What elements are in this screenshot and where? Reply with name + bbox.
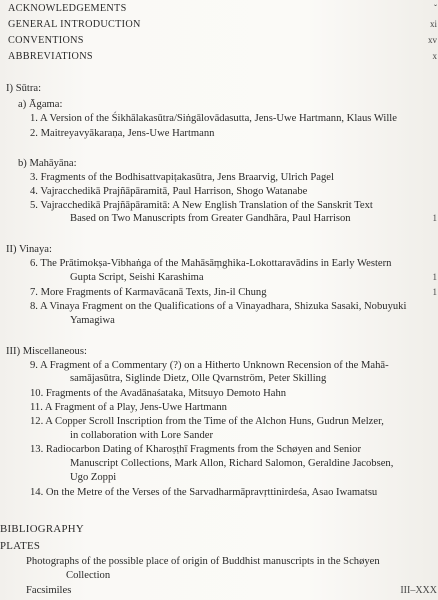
toc-entry-conventions: CONVENTIONS: [8, 35, 84, 46]
toc-entry: 5. Vajracchedikā Prajñāpāramitā: A New English Translation of the Sanskrit Text: [30, 200, 373, 211]
page-number: III–XXX: [400, 585, 437, 596]
page-number: xi: [429, 19, 437, 29]
toc-entry: Photographs of the possible place of origin of Buddhist manuscripts in the Schøyen: [26, 556, 380, 567]
toc-entry-plates: PLATES: [0, 540, 41, 552]
toc-entry: 8. A Vinaya Fragment on the Qualifications of a Vinayadhara, Shizuka Sasaki, Nobuyuki: [30, 301, 407, 312]
page-number: 1: [432, 287, 437, 297]
toc-entry-continuation: Collection: [66, 570, 111, 581]
toc-entry-continuation: Gupta Script, Seishi Karashima: [70, 272, 204, 283]
subsection-heading-mahayana: b) Mahāyāna:: [18, 158, 77, 169]
toc-entry-continuation: Ugo Zoppi: [70, 472, 117, 483]
page-number: ˇ: [434, 3, 437, 13]
toc-entry: 11. A Fragment of a Play, Jens-Uwe Hartmann: [30, 402, 227, 413]
toc-entry: 13. Radiocarbon Dating of Kharoṣṭhī Fragments from the Schøyen and Senior: [30, 444, 361, 455]
toc-entry: 9. A Fragment of a Commentary (?) on a Hitherto Unknown Recension of the Mahā-: [30, 360, 389, 371]
toc-entry-acknowledgements: ACKNOWLEDGEMENTS: [8, 3, 127, 14]
toc-entry: 14. On the Metre of the Verses of the Sarvadharmāpravṛttinirdeśa, Asao Iwamatsu: [30, 487, 378, 498]
toc-entry: 2. Maitreyavyākaraṇa, Jens-Uwe Hartmann: [30, 128, 215, 139]
section-heading-vinaya: II) Vinaya:: [6, 244, 52, 255]
subsection-heading-agama: a) Āgama:: [18, 99, 63, 110]
section-heading-sutra: I) Sūtra:: [6, 83, 42, 94]
toc-entry: 6. The Prātimokṣa-Vibhaṅga of the Mahāsāṃghika-Lokottaravādins in Early Western: [30, 258, 392, 269]
toc-entry: 3. Fragments of the Bodhisattvapiṭakasūtra, Jens Braarvig, Ulrich Pagel: [30, 172, 334, 183]
toc-entry: 1. A Version of the Śikhālakasūtra/Siṅgālovādasutta, Jens-Uwe Hartmann, Klaus Wille: [30, 113, 397, 124]
section-heading-miscellaneous: III) Miscellaneous:: [6, 346, 87, 357]
toc-entry-continuation: Based on Two Manuscripts from Greater Gandhāra, Paul Harrison: [70, 213, 351, 224]
toc-entry-continuation: in collaboration with Lore Sander: [70, 430, 213, 441]
toc-entry-continuation: samājasūtra, Siglinde Dietz, Olle Qvarnström, Peter Skilling: [70, 373, 327, 384]
toc-entry: 10. Fragments of the Avadānaśataka, Mitsuyo Demoto Hahn: [30, 388, 287, 399]
page-number: x: [432, 51, 437, 61]
toc-entry: 12. A Copper Scroll Inscription from the Time of the Alchon Huns, Gudrun Melzer,: [30, 416, 384, 427]
toc-entry-bibliography: BIBLIOGRAPHY: [0, 523, 84, 535]
page-number: 1: [432, 213, 437, 223]
toc-entry: 7. More Fragments of Karmavācanā Texts, Jin-il Chung: [30, 287, 267, 298]
toc-entry-continuation: Manuscript Collections, Mark Allon, Richard Salomon, Geraldine Jacobsen,: [70, 458, 394, 469]
toc-entry: 4. Vajracchedikā Prajñāpāramitā, Paul Harrison, Shogo Watanabe: [30, 186, 308, 197]
page-number: 1: [432, 272, 437, 282]
toc-entry-abbreviations: ABBREVIATIONS: [8, 51, 93, 62]
toc-entry-general-introduction: GENERAL INTRODUCTION: [8, 19, 141, 30]
toc-entry-continuation: Yamagiwa: [70, 315, 115, 326]
page-number: xv: [428, 35, 437, 45]
toc-entry: Facsimiles: [26, 585, 72, 596]
